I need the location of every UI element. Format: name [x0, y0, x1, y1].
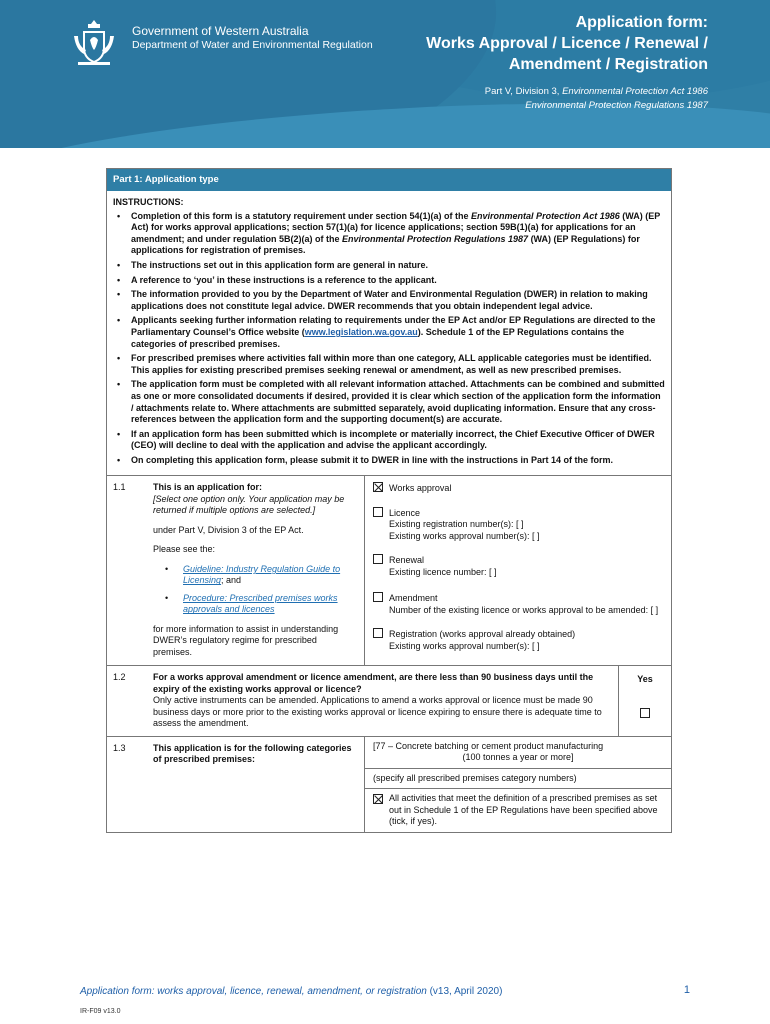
more-info: for more information to assist in understanding DWER’s regulatory regime for prescribed premises. [153, 623, 339, 657]
renewal-label: Renewal [389, 555, 425, 566]
all-activities-checkbox[interactable] [373, 794, 383, 804]
part-heading: Part 1: Application type [107, 169, 671, 191]
instruction-item: • For prescribed premises where activities fall within more than one category, ALL applicable categories must be identified. This applies for existing prescribed premises seeking renewal or amendment, as well as new prescribed premises. [113, 353, 665, 376]
form-table [106, 168, 672, 833]
procedure-link[interactable]: Procedure: Prescribed premises works approvals and licences [183, 592, 338, 615]
question-text: Only active instruments can be amended. Applications to amend a works approval or licence must be made 90 business days or more prior to the existing works approval or licence expiring to ensure there is adequate time to assess the amendment. [153, 695, 602, 729]
instructions-label: INSTRUCTIONS: [113, 197, 184, 207]
page-footer [80, 986, 690, 997]
question-1-2 [107, 666, 671, 737]
licence-checkbox[interactable] [373, 507, 383, 517]
instruction-item: • Applicants seeking further information relating to requirements under the EP Act and/or EP Regulations are directed to the Parliamentary Counsel’s Office website (www.legislation.wa.gov.au). Schedule 1 of the EP Regulations contains the categories of prescribed premises. [113, 315, 665, 350]
form-title-line2: Works Approval / Licence / Renewal / [426, 35, 708, 52]
department-name: Department of Water and Environmental Regulation [132, 39, 373, 51]
legislation-ref: Part V, Division 3, Environmental Protection Act 1986 Environmental Protection Regulations 1987 [484, 86, 708, 111]
instruction-item: • The application form must be completed with all relevant information attached. Attachments can be combined and submitted as one or more consolidated documents if desired, provided it is clear which section of the application form the information / attachments relate to. Where attachments are submitted separately, avoid duplicating information. Ensure that any cross-references between the application form and the supporting document(s) are accurate. [113, 379, 665, 425]
question-note: [Select one option only. Your application may be returned if multiple options are selected.] [153, 493, 345, 516]
question-title: This is an application for: [153, 482, 263, 493]
legislation-link[interactable]: www.legislation.wa.gov.au [304, 326, 418, 337]
question-1-3 [107, 737, 671, 832]
form-code: IR-F09 v13.0 [80, 1008, 121, 1015]
works-approval-label: Works approval [389, 483, 452, 494]
amendment-checkbox[interactable] [373, 592, 383, 602]
question-number: 1.1 [113, 482, 126, 493]
instruction-item: • The instructions set out in this application form are general in nature. [113, 260, 665, 272]
works-approval-checkbox[interactable] [373, 482, 383, 492]
licence-label: Licence [389, 507, 421, 518]
form-title-line1: Application form: [575, 14, 708, 31]
guideline-link[interactable]: Guideline: Industry Regulation Guide to Licensing [183, 563, 341, 586]
instruction-item: • The information provided to you by the Department of Water and Environmental Regulation (DWER) in relation to making applications does not constitute legal advice. DWER recommends that you obtain independent legal advice. [113, 289, 665, 312]
question-number: 1.2 [113, 672, 126, 683]
all-activities-label: All activities that meet the definition of a prescribed premises as set out in Schedule 1 of the EP Regulations have been specified above (tick, if yes). [389, 793, 658, 827]
specify-note: (specify all prescribed premises category numbers) [365, 769, 671, 790]
please-see: Please see the: [153, 544, 216, 555]
instruction-item: • If an application form has been submitted which is incomplete or materially incorrect, the Chief Executive Officer of DWER (CEO) will decline to deal with the application and advise the applicant accordingly. [113, 429, 665, 452]
footer-title: Application form: works approval, licence, renewal, amendment, or registration [80, 986, 427, 997]
amendment-number-field[interactable]: Number of the existing licence or works approval to be amended: [ ] [389, 604, 659, 615]
page-number: 1 [683, 984, 690, 996]
question-1-1: 1.1 This is an application for: [Select one option only. Your application may be returned if multiple options are selected.] under Part V, Division 3 of the EP Act. Please see the: • Guideline: Industry Regulation Guide to Licensing; and • Procedure: Prescribed premises works approvals and licences for more information to assist in understanding DWER’s regulatory regime for prescribed premises. Works approval Licence Existing registration number(s): [ ] Existing works approval number(s): [ ] Renewal Existing licence number: [ ] Amendment Number of the existing licence or works approval to be amended: [ ] Registration (works approval already obtained) Existing works approval number(s): [ ] [107, 476, 671, 666]
instruction-item: • On completing this application form, please submit it to DWER in line with the instructions in Part 14 of the form. [113, 455, 665, 467]
instructions [107, 191, 671, 476]
licence-works-approval-field[interactable]: Existing works approval number(s): [ ] [389, 530, 540, 541]
renewal-licence-field[interactable]: Existing licence number: [ ] [389, 566, 497, 577]
header-banner [0, 0, 770, 148]
wa-crest-icon [66, 14, 122, 70]
category-field-line1[interactable]: [77 – Concrete batching or cement product manufacturing [373, 740, 604, 751]
registration-checkbox[interactable] [373, 628, 383, 638]
licence-registration-field[interactable]: Existing registration number(s): [ ] [389, 519, 524, 530]
instruction-item: • Completion of this form is a statutory requirement under section 54(1)(a) of the Environmental Protection Act 1986 (WA) (EP Act) for works approval applications; section 57(1)(a) for licence applications; section 59B(1)(a) for applications for an amendment; and under regulation 5B(2)(a) of the Environmental Protection Regulations 1987 (WA) (EP Regulations) for applications for registration of premises. [113, 211, 665, 257]
footer-version: (v13, April 2020) [426, 986, 503, 997]
question-title: For a works approval amendment or licence amendment, are there less than 90 business days until the expiry of the existing works approval or licence? [153, 672, 594, 694]
amendment-label: Amendment [389, 593, 438, 604]
category-field-line2[interactable]: (100 tonnes a year or more] [462, 752, 574, 763]
question-under: under Part V, Division 3 of the EP Act. [153, 524, 304, 535]
question-title: This application is for the following categories of prescribed premises: [147, 737, 365, 832]
form-title-line3: Amendment / Registration [508, 56, 708, 73]
yes-checkbox[interactable] [640, 708, 650, 718]
question-number: 1.3 [113, 742, 126, 753]
yes-label: Yes [637, 674, 653, 685]
registration-label: Registration (works approval already obtained) [389, 629, 576, 640]
renewal-checkbox[interactable] [373, 554, 383, 564]
instruction-item: • A reference to ‘you’ in these instructions is a reference to the applicant. [113, 275, 665, 287]
registration-works-approval-field[interactable]: Existing works approval number(s): [ ] [389, 640, 540, 651]
org-name: Government of Western Australia [132, 24, 309, 38]
